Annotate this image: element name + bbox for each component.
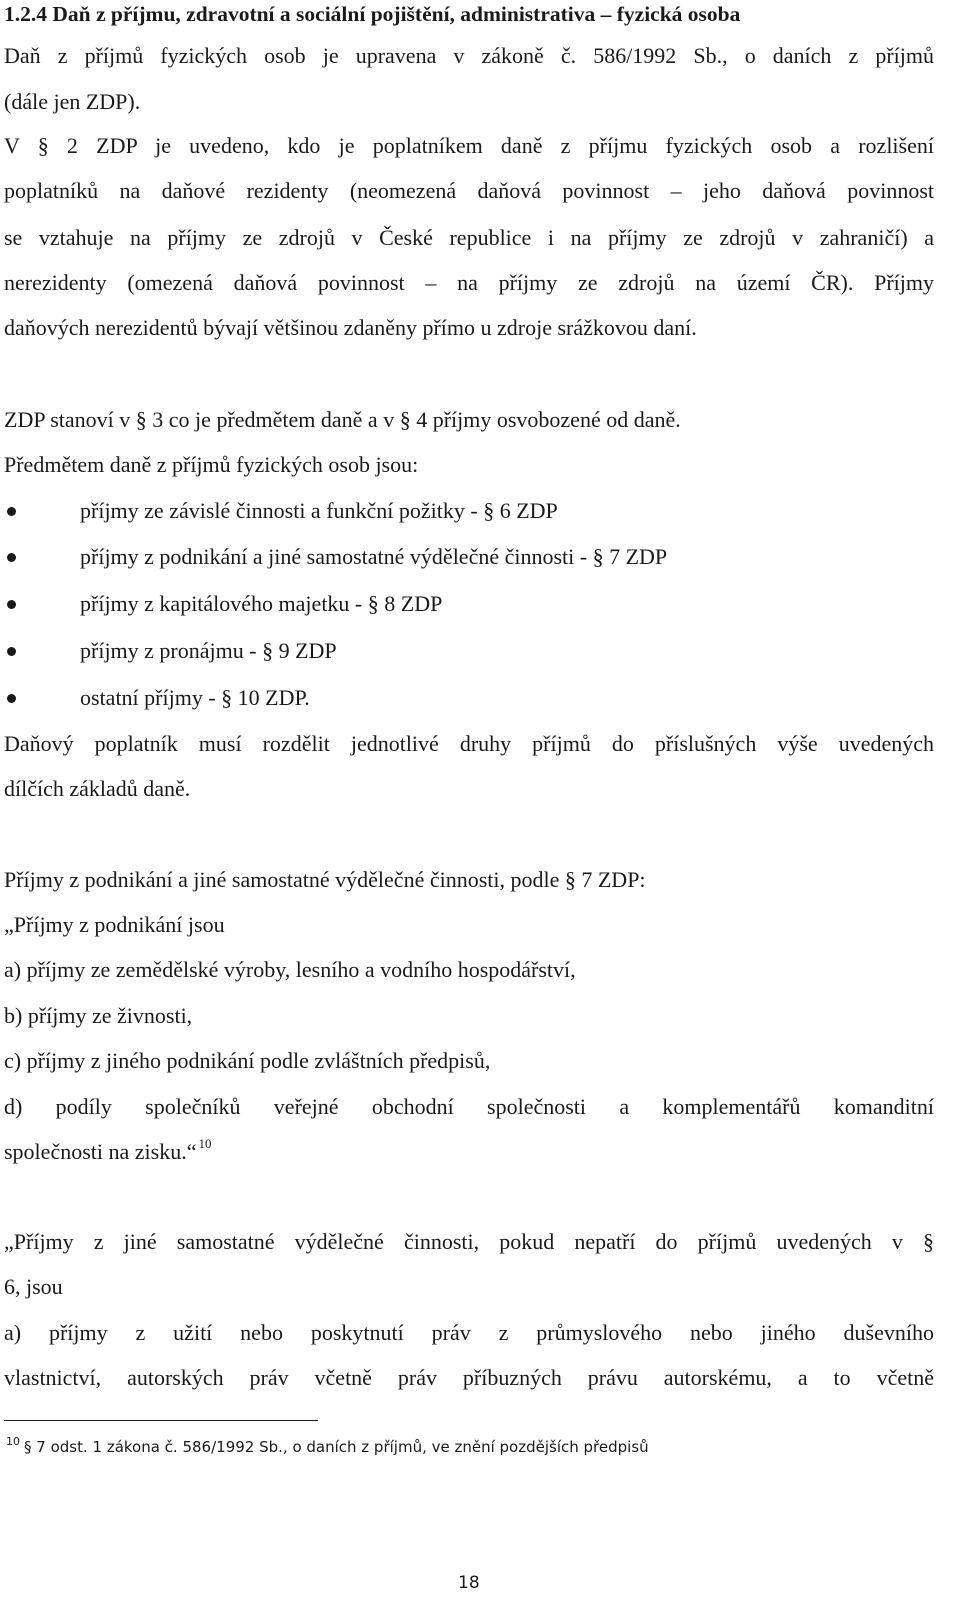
section-heading: 1.2.4 Daň z příjmu, zdravotní a sociální pojištění, administrativa – fyzická osoba bbox=[4, 2, 741, 26]
quote-line: a) příjmy ze zemědělské výroby, lesního a vodního hospodářství, bbox=[4, 957, 576, 982]
paragraph-line: Předmětem daně z příjmů fyzických osob jsou: bbox=[4, 452, 419, 477]
quote-line: „Příjmy z podnikání jsou bbox=[4, 912, 225, 937]
quote-line: c) příjmy z jiného podnikání podle zvláštních předpisů, bbox=[4, 1048, 491, 1073]
list-item-text: ostatní příjmy - § 10 ZDP. bbox=[80, 685, 310, 710]
paragraph-line: Daňový poplatník musí rozdělit jednotlivé druhy příjmů do příslušných výše uvedených bbox=[4, 731, 934, 756]
list-item-text: příjmy z kapitálového majetku - § 8 ZDP bbox=[80, 591, 443, 616]
page-number: 18 bbox=[458, 1573, 480, 1593]
quote-line: vlastnictví, autorských práv včetně práv příbuzných právu autorskému, a to včetně bbox=[4, 1365, 934, 1390]
list-item-text: příjmy ze závislé činnosti a funkční požitky - § 6 ZDP bbox=[80, 498, 558, 523]
quote-line: „Příjmy z jiné samostatné výdělečné činnosti, pokud nepatří do příjmů uvedených v § bbox=[4, 1229, 934, 1254]
document-page bbox=[4, 0, 934, 1610]
paragraph-line: se vztahuje na příjmy ze zdrojů v České republice i na příjmy ze zdrojů v zahraničí) a bbox=[4, 225, 934, 250]
paragraph-line: daňových nerezidentů bývají většinou zdaněny přímo u zdroje srážkovou daní. bbox=[4, 315, 697, 340]
list-item-text: příjmy z pronájmu - § 9 ZDP bbox=[80, 638, 337, 663]
bullet-icon bbox=[7, 600, 16, 609]
paragraph-line: V § 2 ZDP je uvedeno, kdo je poplatníkem daně z příjmu fyzických osob a rozlišení bbox=[4, 133, 934, 158]
paragraph-line: Příjmy z podnikání a jiné samostatné výdělečné činnosti, podle § 7 ZDP: bbox=[4, 867, 646, 892]
footnote-separator bbox=[4, 1420, 318, 1421]
footnote-number: 10 bbox=[6, 1435, 20, 1448]
footnote-text: § 7 odst. 1 zákona č. 586/1992 Sb., o daních z příjmů, ve znění pozdějších předpisů bbox=[24, 1438, 649, 1456]
quote-line: b) příjmy ze živnosti, bbox=[4, 1003, 193, 1028]
quote-line: d) podíly společníků veřejné obchodní společnosti a komplementářů komanditní bbox=[4, 1094, 934, 1119]
quote-end-text: společnosti na zisku.“ bbox=[4, 1139, 197, 1164]
bullet-icon bbox=[7, 694, 16, 703]
bullet-icon bbox=[7, 647, 16, 656]
list-item-text: příjmy z podnikání a jiné samostatné výdělečné činnosti - § 7 ZDP bbox=[80, 544, 668, 569]
bullet-icon bbox=[7, 553, 16, 562]
paragraph-line: ZDP stanoví v § 3 co je předmětem daně a v § 4 příjmy osvobozené od daně. bbox=[4, 407, 681, 432]
quote-line bbox=[4, 1138, 211, 1169]
bullet-icon bbox=[7, 507, 16, 516]
quote-line: 6, jsou bbox=[4, 1274, 63, 1299]
footnote bbox=[6, 1436, 649, 1460]
paragraph-line: dílčích základů daně. bbox=[4, 776, 191, 801]
footnote-reference[interactable]: 10 bbox=[198, 1136, 212, 1151]
paragraph-line: nerezidenty (omezená daňová povinnost – na příjmy ze zdrojů na území ČR). Příjmy bbox=[4, 270, 934, 295]
paragraph-line: poplatníků na daňové rezidenty (neomezená daňová povinnost – jeho daňová povinnost bbox=[4, 178, 934, 203]
quote-line: a) příjmy z užití nebo poskytnutí práv z průmyslového nebo jiného duševního bbox=[4, 1320, 934, 1345]
intro-line: (dále jen ZDP). bbox=[4, 89, 141, 114]
intro-line: Daň z příjmů fyzických osob je upravena v zákoně č. 586/1992 Sb., o daních z příjmů bbox=[4, 43, 934, 68]
